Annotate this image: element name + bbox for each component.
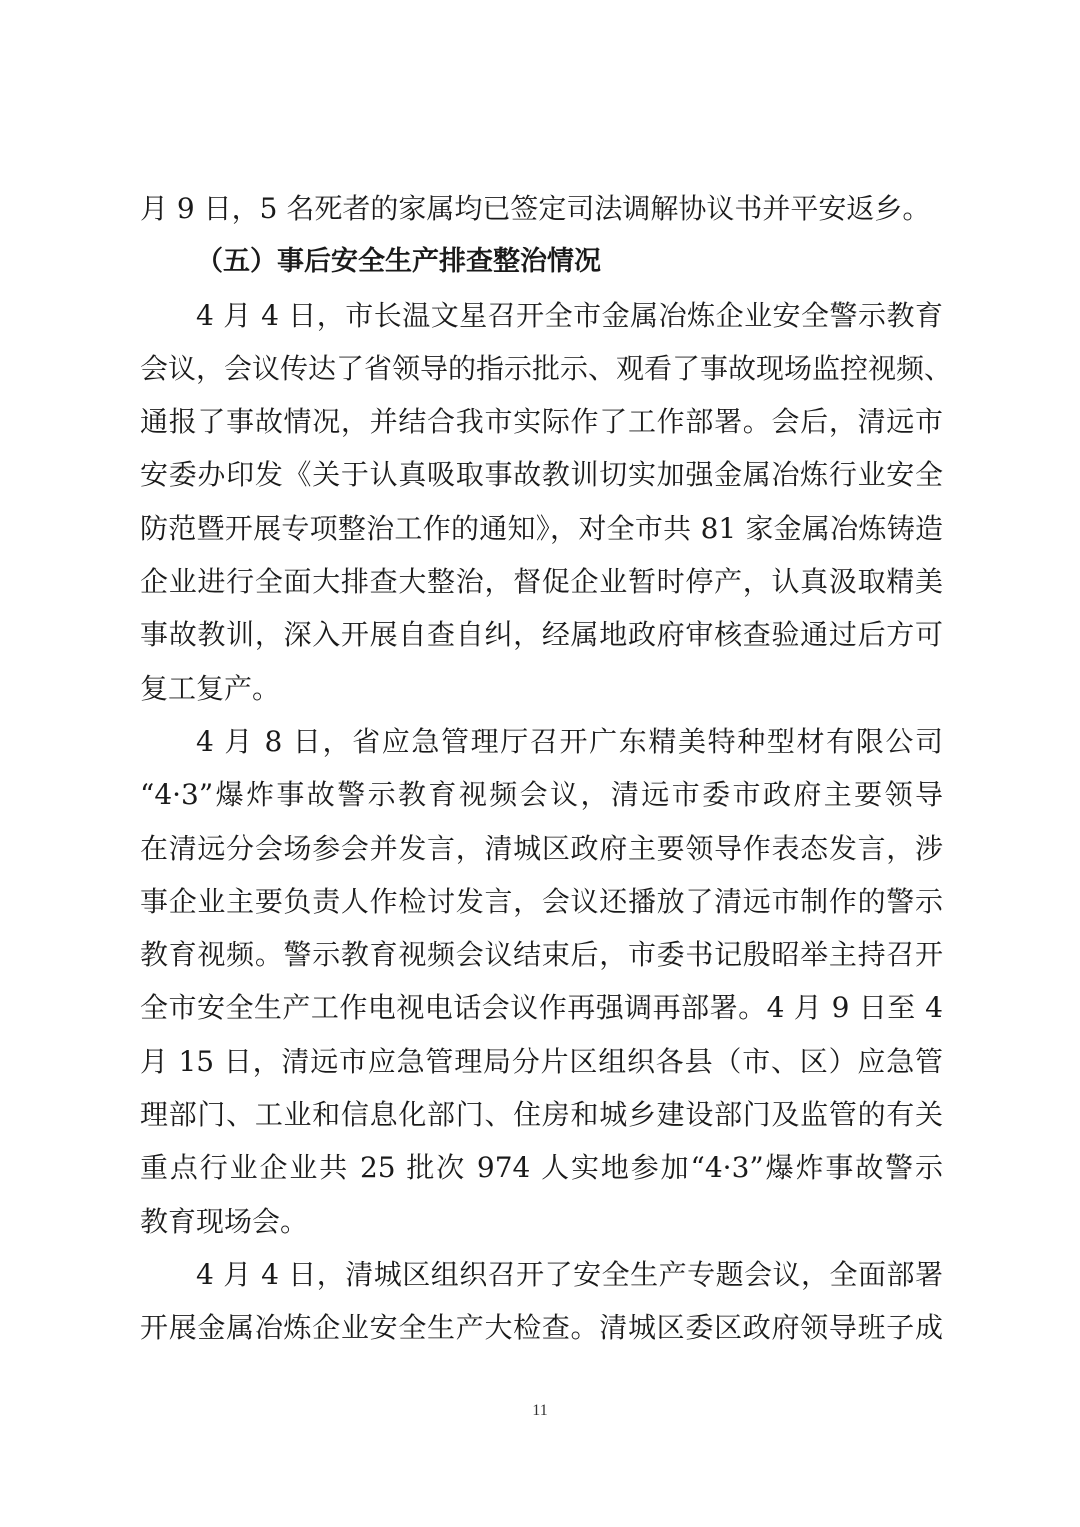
text-line: 教育视频。警示教育视频会议结束后，市委书记殷昭举主持召开 xyxy=(140,938,943,972)
text-line: 安委办印发《关于认真吸取事故教训切实加强金属冶炼行业安全 xyxy=(140,458,943,492)
text-line: 事企业主要负责人作检讨发言，会议还播放了清远市制作的警示 xyxy=(140,884,943,918)
text-line: 开展金属冶炼企业安全生产大检查。清城区委区政府领导班子成 xyxy=(140,1311,943,1345)
section-heading: （五）事后安全生产排查整治情况 xyxy=(196,246,601,278)
text-line: 重点行业企业共 25 批次 974 人实地参加“4·3”爆炸事故警示 xyxy=(140,1151,943,1185)
text-line: 在清远分会场参会并发言，清城区政府主要领导作表态发言，涉 xyxy=(140,831,943,865)
text-line: 复工复产。 xyxy=(140,671,281,705)
text-line: 理部门、工业和信息化部门、住房和城乡建设部门及监管的有关 xyxy=(140,1098,943,1132)
text-line: 4 月 4 日，市长温文星召开全市金属冶炼企业安全警示教育 xyxy=(196,298,943,332)
text-line: 教育现场会。 xyxy=(140,1204,309,1238)
body-text xyxy=(140,182,953,1355)
text-line: 会议，会议传达了省领导的指示批示、观看了事故现场监控视频、 xyxy=(140,351,953,385)
text-line: 企业进行全面大排查大整治，督促企业暂时停产，认真汲取精美 xyxy=(140,565,943,599)
page-number: 11 xyxy=(532,1402,548,1419)
text-line: 月 9 日，5 名死者的家属均已签定司法调解协议书并平安返乡。 xyxy=(140,192,931,225)
text-line: 防范暨开展专项整治工作的通知》，对全市共 81 家金属冶炼铸造 xyxy=(140,511,943,545)
text-line: 月 15 日，清远市应急管理局分片区组织各县（市、区）应急管 xyxy=(140,1044,943,1078)
text-line: 4 月 8 日，省应急管理厅召开广东精美特种型材有限公司 xyxy=(196,724,943,758)
text-line: 全市安全生产工作电视电话会议作再强调再部署。4 月 9 日至 4 xyxy=(140,991,943,1025)
text-line: 通报了事故情况，并结合我市实际作了工作部署。会后，清远市 xyxy=(140,405,943,439)
text-line: 事故教训，深入开展自查自纠，经属地政府审核查验通过后方可 xyxy=(140,618,943,652)
text-line: 4 月 4 日，清城区组织召开了安全生产专题会议，全面部署 xyxy=(196,1257,943,1291)
text-line: “4·3”爆炸事故警示教育视频会议，清远市委市政府主要领导 xyxy=(140,778,943,812)
